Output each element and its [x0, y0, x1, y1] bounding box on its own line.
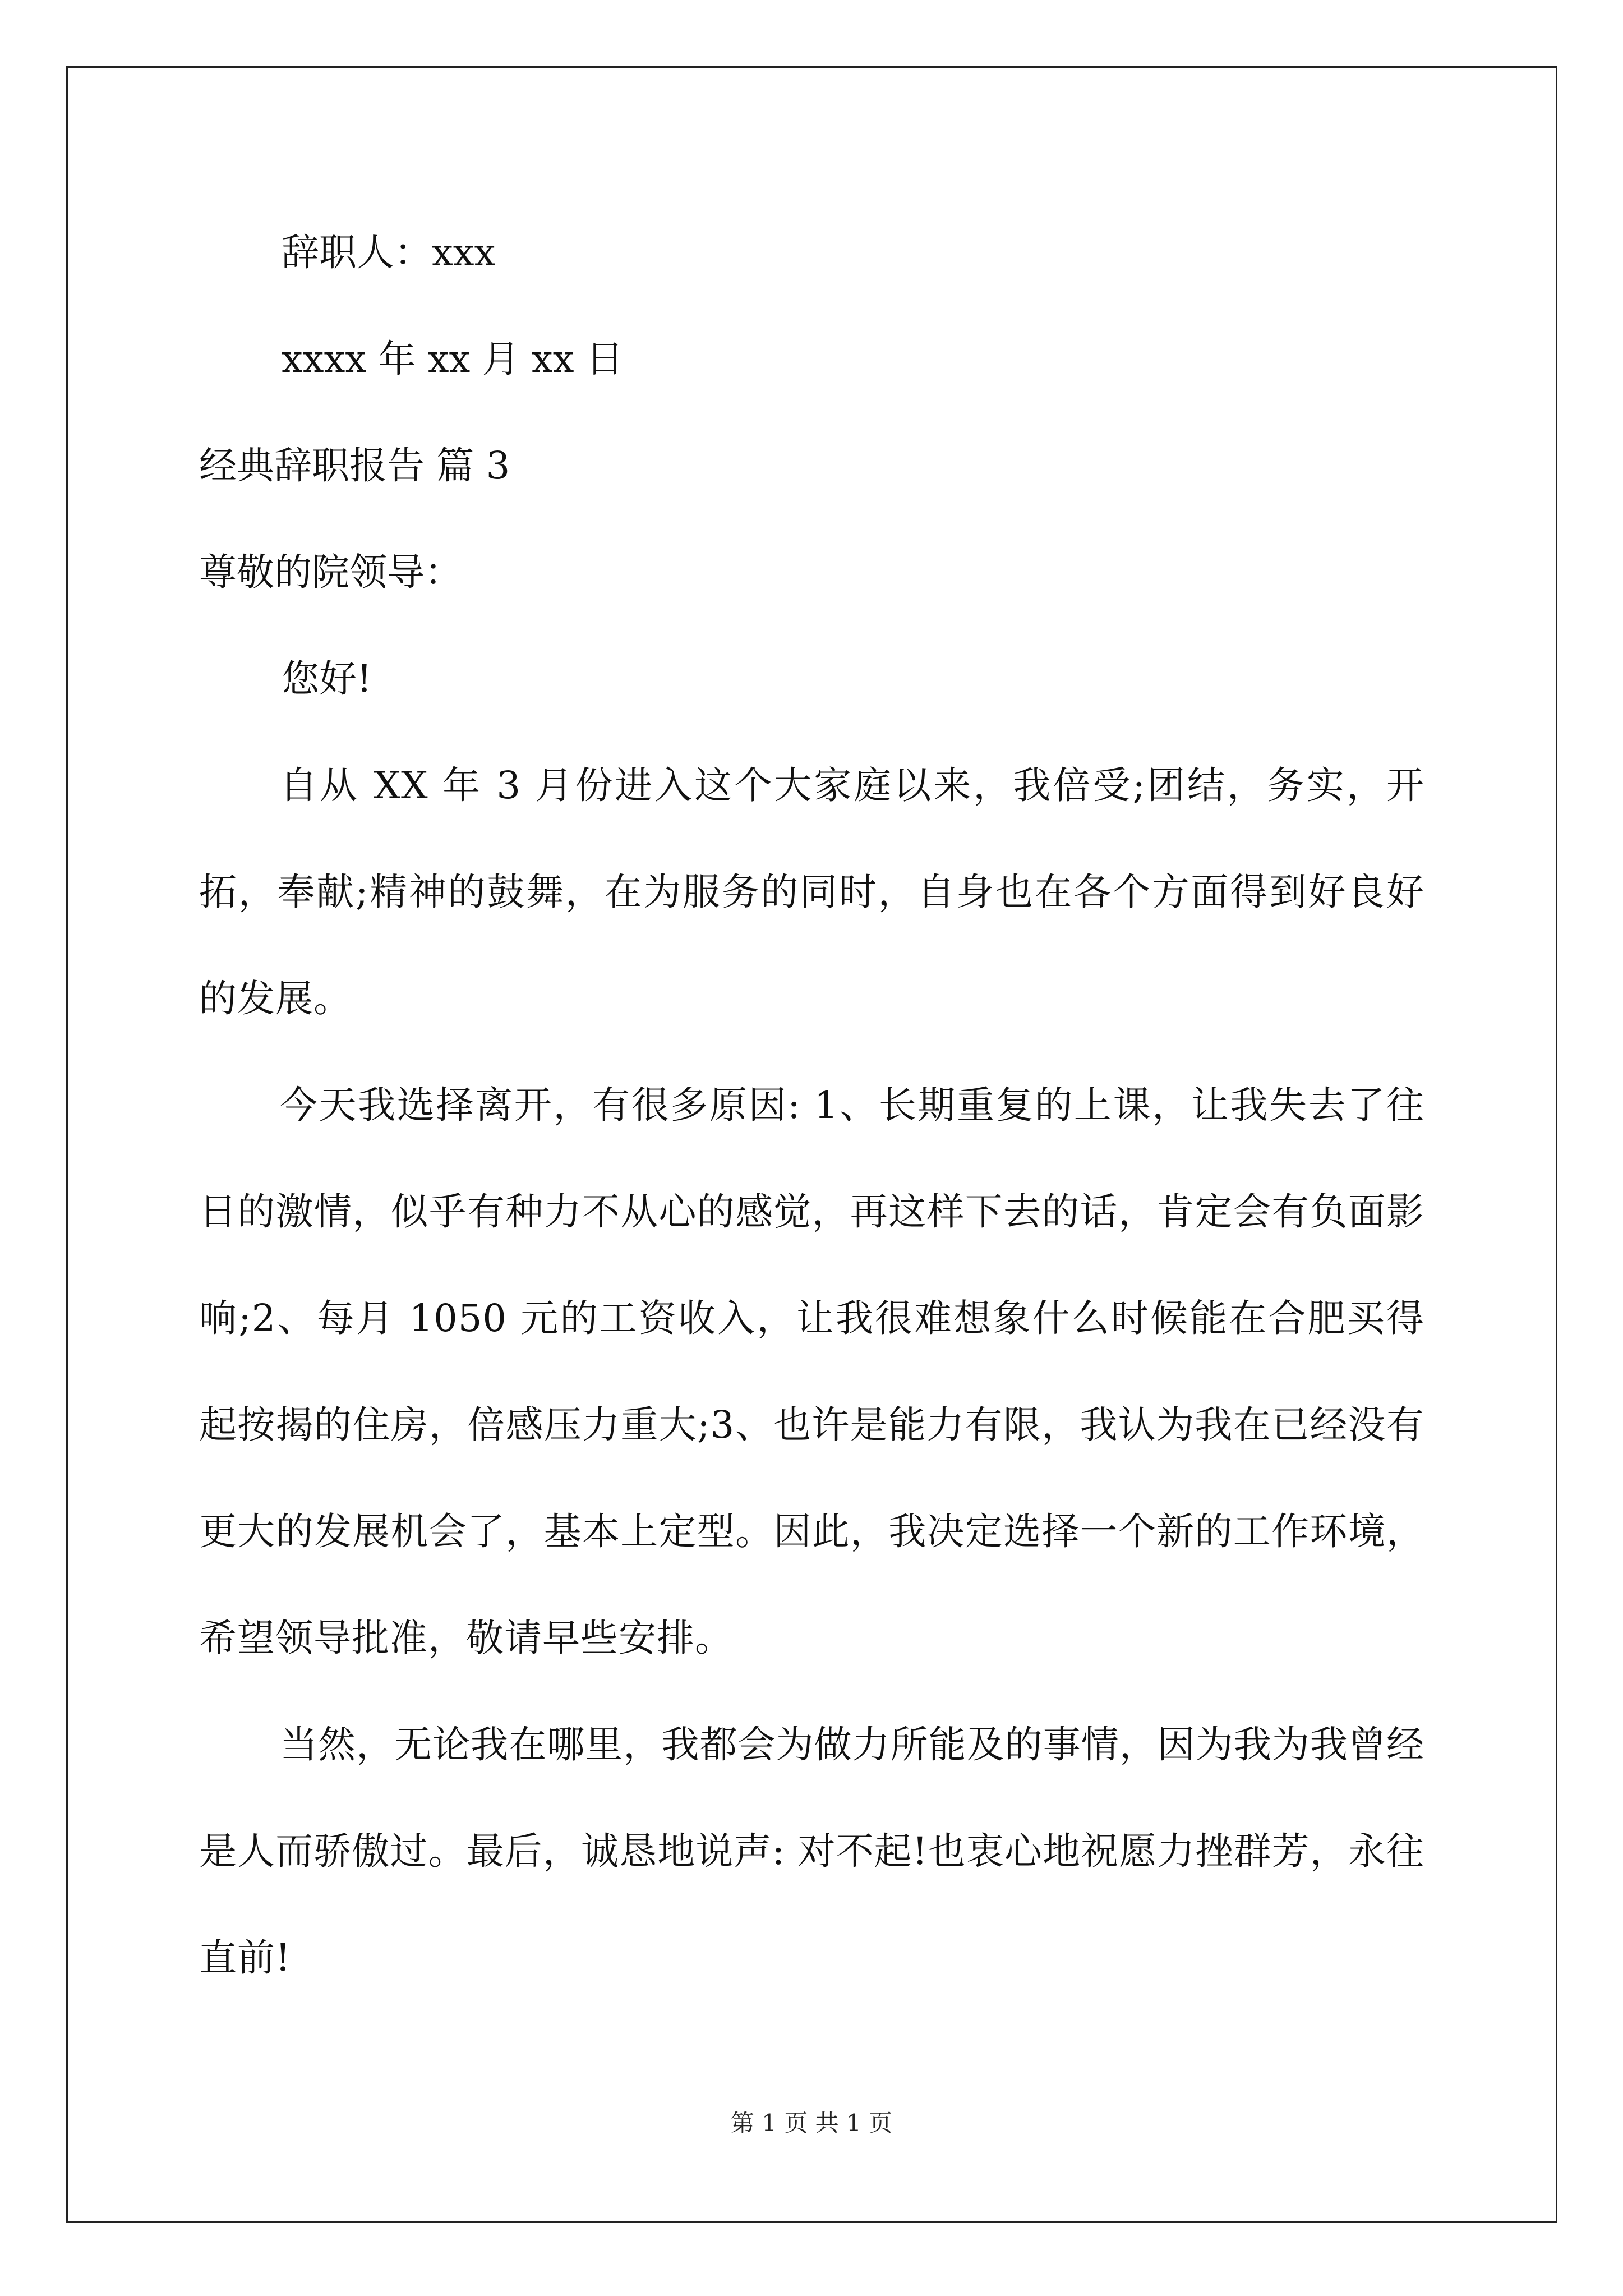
salutation: 尊敬的院领导： [199, 550, 462, 594]
body-paragraph-2: 今天我选择离开，有很多原因: 1、长期重复的上课，让我失去了往日的激情，似乎有种力不从心的感觉，再这样下去的话，肯定会有负面影响;2、每月 1050 元的工资收入，让我很难想象什么时候能在合肥买得起按揭的住房，倍感压力重大;3、也许是能力有限，我认为我在已经没有更大的发展机会了，基本上定型。因此，我决定选择一个新的工作环境，希望领导批准，敬请早些安排。 [199, 1083, 1424, 1660]
date-line: xxxx 年 xx 月 xx 日 [282, 337, 624, 381]
section-title: 经典辞职报告 篇 3 [199, 444, 510, 487]
body-paragraph-3: 当然，无论我在哪里，我都会为做力所能及的事情，因为我为我曾经是人而骄傲过。最后，诚恳地说声: 对不起!也衷心地祝愿力挫群芳，永往直前! [199, 1723, 1424, 1980]
signature-line: 辞职人：xxx [282, 231, 496, 274]
page-number-footer: 第 1 页 共 1 页 [730, 2109, 893, 2137]
greeting: 您好! [282, 657, 372, 701]
body-paragraph-1: 自从 XX 年 3 月份进入这个大家庭以来，我倍受;团结，务实，开拓，奉献;精神的鼓舞，在为服务的同时，自身也在各个方面得到好良好的发展。 [199, 763, 1424, 1020]
